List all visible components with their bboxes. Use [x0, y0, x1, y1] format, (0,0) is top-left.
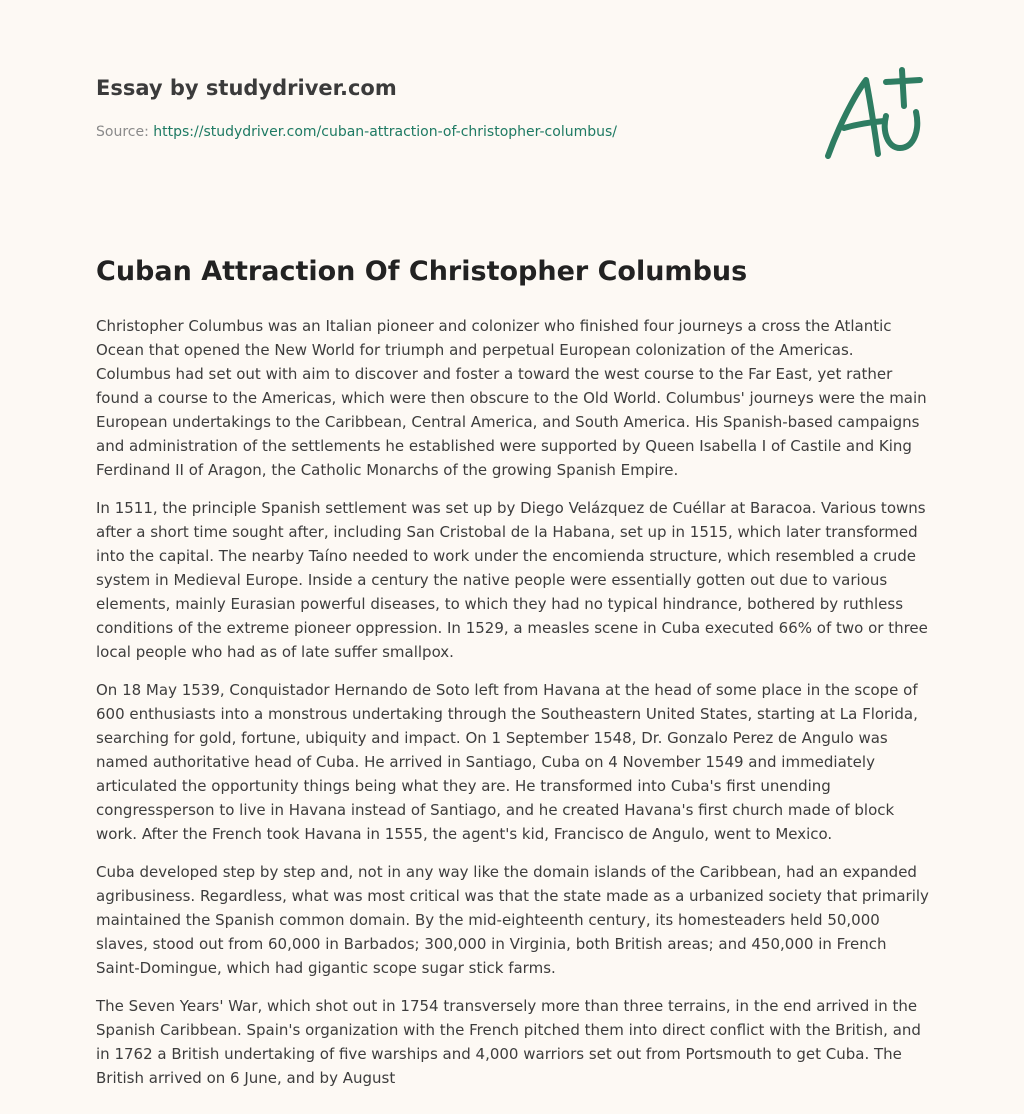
essay-paragraph: Cuba developed step by step and, not in any way like the domain islands of the Caribbean, had an expanded agribusiness. Regardless, what was most critical was that the state made as a urbanized society that primarily maintained the Spanish common domain. By the mid-eighteenth century, its homesteaders held 50,000 slaves, stood out from 60,000 in Barbados; 300,000 in Virginia, both British areas; and 450,000 in French Saint-Domingue, which had gigantic scope sugar stick farms. — [96, 863, 929, 977]
site-brand: Essay by studydriver.com — [96, 76, 397, 100]
essay-paragraph: On 18 May 1539, Conquistador Hernando de Soto left from Havana at the head of some place in the scope of 600 enthusiasts into a monstrous undertaking through the Southeastern United States, starting at La Florida, searching for gold, fortune, ubiquity and impact. On 1 September 1548, Dr. Gonzalo Perez de Angulo was named authoritative head of Cuba. He arrived in Santiago, Cuba on 4 November 1549 and immediately articulated the opportunity things being what they are. He transformed into Cuba's first unending congressperson to live in Havana instead of Santiago, and he created Havana's first church made of block work. After the French took Havana in 1555, the agent's kid, Francisco de Angulo, went to Mexico. — [96, 681, 918, 843]
essay-body — [96, 314, 932, 1104]
essay-title: Cuban Attraction Of Christopher Columbus — [96, 256, 748, 287]
essay-paragraph: In 1511, the principle Spanish settlement was set up by Diego Velázquez de Cuéllar at Baracoa. Various towns after a short time sought after, including San Cristobal de la Habana, set up in 1515, which later transformed into the capital. The nearby Taíno needed to work under the encomienda structure, which resembled a crude system in Medieval Europe. Inside a century the native people were essentially gotten out due to various elements, mainly Eurasian powerful diseases, to which they had no typical hindrance, bothered by ruthless conditions of the extreme pioneer oppression. In 1529, a measles scene in Cuba executed 66% of two or three local people who had as of late suffer smallpox. — [96, 499, 928, 661]
essay-paragraph: The Seven Years' War, which shot out in 1754 transversely more than three terrains, in the end arrived in the Spanish Caribbean. Spain's organization with the French pitched them into direct conflict with the British, and in 1762 a British undertaking of five warships and 4,000 warriors set out from Portsmouth to get Cuba. The British arrived on 6 June, and by August — [96, 997, 921, 1087]
a-plus-logo-icon — [820, 66, 930, 166]
source-line — [96, 124, 617, 140]
source-label: Source: — [96, 124, 149, 140]
source-link[interactable]: https://studydriver.com/cuban-attraction-of-christopher-columbus/ — [153, 124, 617, 140]
essay-paragraph: Christopher Columbus was an Italian pioneer and colonizer who finished four journeys a cross the Atlantic Ocean that opened the New World for triumph and perpetual European colonization of the Americas. Columbus had set out with aim to discover and foster a toward the west course to the Far East, yet rather found a course to the Americas, which were then obscure to the Old World. Columbus' journeys were the main European undertakings to the Caribbean, Central America, and South America. His Spanish-based campaigns and administration of the settlements he established were supported by Queen Isabella I of Castile and King Ferdinand II of Aragon, the Catholic Monarchs of the growing Spanish Empire. — [96, 317, 927, 479]
